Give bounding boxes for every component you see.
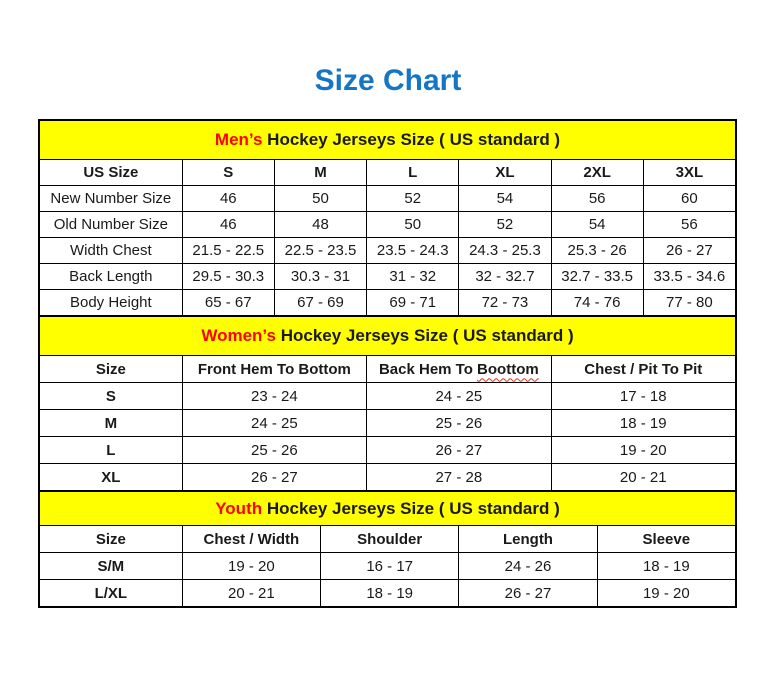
page-title: Size Chart xyxy=(314,64,462,97)
row-label: New Number Size xyxy=(40,186,183,212)
mens-band-title xyxy=(40,121,736,160)
mens-band-row xyxy=(40,121,736,160)
size-cell: 18 - 19 xyxy=(597,553,735,580)
column-header: Chest / Pit To Pit xyxy=(551,356,735,383)
size-cell: 32.7 - 33.5 xyxy=(551,264,643,290)
size-cell: 23 - 24 xyxy=(182,383,366,410)
size-cell: 60 xyxy=(643,186,735,212)
youth-band-row xyxy=(40,492,736,526)
size-cell: 52 xyxy=(459,212,551,238)
mens-size-table xyxy=(39,120,736,316)
mens-band-highlight: Men’s xyxy=(214,130,263,149)
table-row xyxy=(40,383,736,410)
column-header: Size xyxy=(40,356,183,383)
size-cell: 26 - 27 xyxy=(182,464,366,491)
size-cell: 56 xyxy=(551,186,643,212)
size-cell: 72 - 73 xyxy=(459,290,551,316)
column-header: M xyxy=(274,160,366,186)
size-cell: 29.5 - 30.3 xyxy=(182,264,274,290)
size-cell: 21.5 - 22.5 xyxy=(182,238,274,264)
womens-band-rest: Hockey Jerseys Size ( US standard ) xyxy=(275,326,574,345)
size-cell: 23.5 - 24.3 xyxy=(367,238,459,264)
size-cell: 31 - 32 xyxy=(367,264,459,290)
row-label: Body Height xyxy=(40,290,183,316)
table-row xyxy=(40,186,736,212)
size-cell: 17 - 18 xyxy=(551,383,735,410)
column-header: Size xyxy=(40,526,183,553)
size-cell: 18 - 19 xyxy=(551,410,735,437)
size-cell: 24.3 - 25.3 xyxy=(459,238,551,264)
youth-band-highlight: Youth xyxy=(215,498,263,518)
womens-band-row xyxy=(40,317,736,356)
size-cell: 19 - 20 xyxy=(597,580,735,607)
column-header-text: Back Hem To xyxy=(378,360,478,378)
table-row xyxy=(40,437,736,464)
womens-size-table xyxy=(39,316,736,491)
size-cell: 65 - 67 xyxy=(182,290,274,316)
mens-band-rest: Hockey Jerseys Size ( US standard ) xyxy=(262,130,561,149)
column-header: Sleeve xyxy=(597,526,735,553)
size-cell: 33.5 - 34.6 xyxy=(643,264,735,290)
size-cell: 18 - 19 xyxy=(321,580,459,607)
column-header: XL xyxy=(459,160,551,186)
row-label: Width Chest xyxy=(40,238,183,264)
youth-size-table xyxy=(39,491,736,607)
youth-header-row xyxy=(40,526,736,553)
row-label: L xyxy=(40,437,183,464)
column-header xyxy=(367,356,551,383)
youth-band-title xyxy=(40,492,736,526)
size-cell: 24 - 25 xyxy=(182,410,366,437)
misspelled-word-squiggle: Boottom xyxy=(477,360,539,378)
size-cell: 25 - 26 xyxy=(367,410,551,437)
size-cell: 27 - 28 xyxy=(367,464,551,491)
size-cell: 19 - 20 xyxy=(182,553,320,580)
size-cell: 20 - 21 xyxy=(182,580,320,607)
table-row xyxy=(40,264,736,290)
table-row xyxy=(40,212,736,238)
size-cell: 20 - 21 xyxy=(551,464,735,491)
size-cell: 24 - 26 xyxy=(459,553,597,580)
size-cell: 32 - 32.7 xyxy=(459,264,551,290)
size-cell: 30.3 - 31 xyxy=(274,264,366,290)
size-cell: 25 - 26 xyxy=(182,437,366,464)
row-label: Old Number Size xyxy=(40,212,183,238)
table-row xyxy=(40,580,736,607)
row-label: M xyxy=(40,410,183,437)
size-cell: 26 - 27 xyxy=(459,580,597,607)
column-header: US Size xyxy=(40,160,183,186)
size-cell: 74 - 76 xyxy=(551,290,643,316)
size-cell: 54 xyxy=(551,212,643,238)
table-row xyxy=(40,464,736,491)
size-cell: 16 - 17 xyxy=(321,553,459,580)
row-label: Back Length xyxy=(40,264,183,290)
womens-band-highlight: Women’s xyxy=(201,326,276,345)
size-cell: 46 xyxy=(182,186,274,212)
column-header: L xyxy=(367,160,459,186)
size-cell: 50 xyxy=(367,212,459,238)
column-header: Shoulder xyxy=(321,526,459,553)
size-cell: 54 xyxy=(459,186,551,212)
mens-header-row xyxy=(40,160,736,186)
size-cell: 48 xyxy=(274,212,366,238)
size-cell: 26 - 27 xyxy=(643,238,735,264)
size-cell: 26 - 27 xyxy=(367,437,551,464)
table-row xyxy=(40,410,736,437)
table-row xyxy=(40,238,736,264)
womens-header-row xyxy=(40,356,736,383)
size-cell: 56 xyxy=(643,212,735,238)
size-cell: 77 - 80 xyxy=(643,290,735,316)
column-header: 3XL xyxy=(643,160,735,186)
row-label: S/M xyxy=(40,553,183,580)
size-cell: 46 xyxy=(182,212,274,238)
column-header: Chest / Width xyxy=(182,526,320,553)
column-header: Length xyxy=(459,526,597,553)
size-cell: 52 xyxy=(367,186,459,212)
column-header: Front Hem To Bottom xyxy=(182,356,366,383)
row-label: XL xyxy=(40,464,183,491)
size-cell: 25.3 - 26 xyxy=(551,238,643,264)
youth-band-rest: Hockey Jerseys Size ( US standard ) xyxy=(262,498,560,518)
size-cell: 24 - 25 xyxy=(367,383,551,410)
womens-band-title xyxy=(40,317,736,356)
table-row xyxy=(40,290,736,316)
row-label: S xyxy=(40,383,183,410)
row-label: L/XL xyxy=(40,580,183,607)
size-chart-container xyxy=(38,119,737,608)
size-cell: 22.5 - 23.5 xyxy=(274,238,366,264)
size-cell: 19 - 20 xyxy=(551,437,735,464)
table-row xyxy=(40,553,736,580)
column-header: 2XL xyxy=(551,160,643,186)
size-cell: 67 - 69 xyxy=(274,290,366,316)
size-cell: 50 xyxy=(274,186,366,212)
column-header: S xyxy=(182,160,274,186)
size-cell: 69 - 71 xyxy=(367,290,459,316)
